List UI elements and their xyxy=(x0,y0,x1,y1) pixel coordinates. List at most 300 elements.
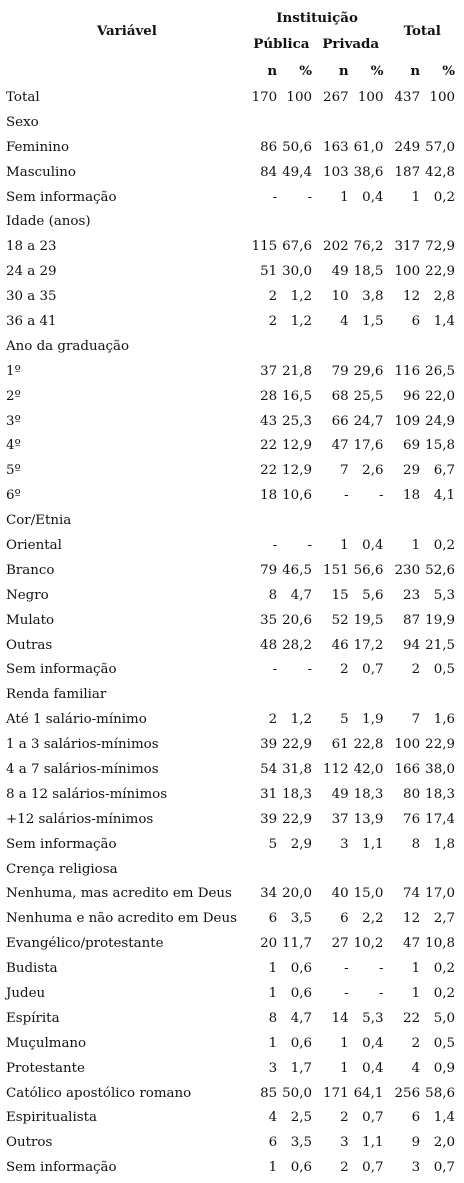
cell-pct-public: 25,3 xyxy=(282,413,312,429)
cell-n-public: 4 xyxy=(268,1110,278,1126)
cell-n-total xyxy=(386,334,420,359)
cell-pct-private: 38,6 xyxy=(353,164,384,180)
cell-pct-private: 1,1 xyxy=(362,836,384,852)
cell-pct-public: 28,2 xyxy=(282,637,312,653)
cell-n-public: - xyxy=(272,189,278,205)
subheader-pct-total: % xyxy=(442,63,455,79)
cell-pct-public xyxy=(277,682,315,707)
cell-pct-total: 10,8 xyxy=(425,936,455,952)
table-row xyxy=(6,359,458,384)
cell-pct-total xyxy=(420,334,458,359)
cell-pct-private: 42,0 xyxy=(353,761,384,777)
cell-pct-public xyxy=(277,334,315,359)
row-label: 5º xyxy=(6,463,21,479)
cell-n-public: 31 xyxy=(260,786,278,802)
cell-n-total: 187 xyxy=(394,164,421,180)
cell-n-private: 40 xyxy=(331,886,349,902)
cell-pct-total: 0,7 xyxy=(433,1160,455,1176)
cell-n-private: 49 xyxy=(331,264,349,280)
cell-pct-private: - xyxy=(378,986,384,1001)
cell-pct-public xyxy=(277,508,315,533)
row-label: Total xyxy=(6,89,40,105)
cell-n-public xyxy=(248,209,277,234)
cell-n-private: 151 xyxy=(323,562,349,578)
row-label: 4 a 7 salários-mínimos xyxy=(6,761,159,777)
cell-n-private: 47 xyxy=(331,438,349,454)
cell-pct-public: 4,7 xyxy=(290,1010,312,1026)
cell-pct-total: 22,9 xyxy=(425,737,455,753)
cell-pct-total: 72,9 xyxy=(425,239,455,255)
cell-pct-public: 1,2 xyxy=(290,712,312,728)
header-public: Pública xyxy=(253,36,310,52)
section-label: Sexo xyxy=(6,114,39,130)
cell-pct-private: 0,4 xyxy=(362,537,384,553)
cell-pct-public: 30,0 xyxy=(282,264,312,280)
cell-n-total: 94 xyxy=(403,637,421,653)
cell-pct-public: 50,0 xyxy=(282,1085,312,1101)
row-label: 8 a 12 salários-mínimos xyxy=(6,786,168,802)
cell-pct-private xyxy=(349,110,387,135)
cell-pct-total xyxy=(420,857,458,882)
cell-pct-total xyxy=(420,209,458,234)
cell-n-private xyxy=(315,857,349,882)
cell-pct-public: 50,6 xyxy=(282,139,312,155)
subheader-pct-private: % xyxy=(370,63,384,79)
cell-n-public: 43 xyxy=(260,413,278,429)
cell-pct-total: 0,2 xyxy=(433,189,455,205)
cell-pct-total: 6,7 xyxy=(433,463,455,479)
cell-pct-public: 49,4 xyxy=(282,164,312,180)
cell-pct-public: 31,8 xyxy=(282,761,312,777)
cell-pct-private: 100 xyxy=(357,89,384,105)
table-row xyxy=(6,85,458,110)
cell-pct-total: 18,3 xyxy=(425,786,455,802)
cell-n-private: 171 xyxy=(323,1085,349,1101)
table-row xyxy=(6,458,458,483)
cell-pct-private: 0,7 xyxy=(362,1160,384,1176)
cell-n-public: 51 xyxy=(260,264,278,280)
cell-pct-private: 5,6 xyxy=(362,587,384,603)
cell-n-total: 230 xyxy=(394,562,421,578)
cell-pct-total: 17,4 xyxy=(425,811,455,827)
cell-n-private: 1 xyxy=(340,189,349,205)
table-row xyxy=(6,409,458,434)
cell-pct-total: 26,5 xyxy=(425,363,455,379)
cell-n-public: 8 xyxy=(268,587,278,603)
header-blank xyxy=(6,57,248,85)
row-label: 3º xyxy=(6,413,21,429)
cell-n-private: 202 xyxy=(323,239,349,255)
table-row xyxy=(6,882,458,907)
cell-n-total: 47 xyxy=(403,936,421,952)
cell-n-public: 2 xyxy=(268,289,278,305)
cell-pct-private xyxy=(349,209,387,234)
header-institution: Instituição xyxy=(276,10,358,26)
row-label: Até 1 salário-mínimo xyxy=(6,712,147,728)
cell-n-total: 100 xyxy=(394,737,421,753)
section-row xyxy=(6,110,458,135)
row-label: Masculino xyxy=(6,164,76,180)
cell-n-public: - xyxy=(272,537,278,553)
section-row xyxy=(6,508,458,533)
cell-n-public: 2 xyxy=(268,313,278,329)
cell-n-total: 22 xyxy=(403,1010,421,1026)
cell-pct-private: 3,8 xyxy=(362,289,384,305)
cell-pct-private xyxy=(349,508,387,533)
row-label: 1 a 3 salários-mínimos xyxy=(6,737,159,753)
table-row xyxy=(6,832,458,857)
cell-n-total: 3 xyxy=(411,1160,421,1176)
cell-n-private: 3 xyxy=(340,836,349,852)
cell-pct-public: 46,5 xyxy=(282,562,312,578)
cell-pct-public: 0,6 xyxy=(290,986,312,1001)
cell-pct-public: 67,6 xyxy=(282,239,312,255)
cell-n-public: - xyxy=(272,662,278,678)
cell-n-public: 6 xyxy=(268,911,278,927)
cell-n-total: 6 xyxy=(411,1110,421,1126)
cell-n-public xyxy=(248,857,277,882)
cell-pct-public: 1,2 xyxy=(290,289,312,305)
section-row xyxy=(6,334,458,359)
cell-pct-private: 18,3 xyxy=(353,786,384,802)
table-row xyxy=(6,633,458,658)
cell-n-public: 48 xyxy=(260,637,278,653)
cell-n-public: 79 xyxy=(260,562,278,578)
cell-pct-total: 1,6 xyxy=(433,712,455,728)
table-row xyxy=(6,807,458,832)
cell-n-public: 20 xyxy=(260,936,278,952)
table-row xyxy=(6,234,458,259)
cell-pct-private xyxy=(349,334,387,359)
subheader-n-public: n xyxy=(267,63,278,79)
table-row xyxy=(6,956,458,981)
cell-n-total: 437 xyxy=(394,89,421,105)
cell-n-private xyxy=(315,508,349,533)
cell-n-public: 1 xyxy=(268,986,278,1001)
cell-pct-private: 25,5 xyxy=(353,388,384,404)
cell-n-total: 1 xyxy=(411,961,421,977)
row-label: Protestante xyxy=(6,1060,85,1076)
cell-n-private: 5 xyxy=(340,712,349,728)
section-label: Crença religiosa xyxy=(6,861,118,877)
cell-pct-public: 3,5 xyxy=(290,1135,312,1151)
cell-n-total: 29 xyxy=(403,463,421,479)
row-label: 2º xyxy=(6,388,21,404)
cell-pct-private: 2,2 xyxy=(362,911,384,927)
cell-pct-public: 3,5 xyxy=(290,911,312,927)
table-row xyxy=(6,1081,458,1106)
subheader-n-total: n xyxy=(410,63,421,79)
cell-n-total: 6 xyxy=(411,313,421,329)
section-label: Idade (anos) xyxy=(6,214,91,230)
cell-pct-public xyxy=(277,110,315,135)
table-row xyxy=(6,1006,458,1031)
cell-n-private: 1 xyxy=(340,1035,349,1051)
header-total: Total xyxy=(403,23,441,39)
cell-n-public: 54 xyxy=(260,761,278,777)
table-row xyxy=(6,1155,458,1180)
cell-n-public: 28 xyxy=(260,388,278,404)
cell-n-total: 12 xyxy=(403,289,421,305)
section-row xyxy=(6,209,458,234)
cell-n-public: 8 xyxy=(268,1010,278,1026)
cell-pct-public: 11,7 xyxy=(282,936,312,952)
cell-n-total xyxy=(386,209,420,234)
table-row xyxy=(6,657,458,682)
cell-n-public xyxy=(248,508,277,533)
cell-pct-total: 24,9 xyxy=(425,413,455,429)
cell-pct-total: 22,0 xyxy=(425,388,455,404)
table-row xyxy=(6,533,458,558)
cell-pct-private: 0,4 xyxy=(362,1060,384,1076)
table-row xyxy=(6,1056,458,1081)
cell-pct-private: 0,4 xyxy=(362,1035,384,1051)
cell-pct-private: 2,6 xyxy=(362,463,384,479)
cell-n-total: 69 xyxy=(403,438,421,454)
cell-n-total: 9 xyxy=(411,1135,421,1151)
cell-pct-total: 2,8 xyxy=(433,289,455,305)
cell-n-total xyxy=(386,508,420,533)
cell-n-private: 14 xyxy=(331,1010,349,1026)
row-label: 18 a 23 xyxy=(6,239,57,255)
table-body xyxy=(6,85,458,1180)
row-label: Espírita xyxy=(6,1010,60,1026)
row-label: Negro xyxy=(6,587,49,603)
cell-n-public: 85 xyxy=(260,1085,278,1101)
cell-pct-total: 1,4 xyxy=(433,1110,455,1126)
cell-pct-private: 56,6 xyxy=(353,562,384,578)
cell-n-private: 66 xyxy=(331,413,349,429)
cell-pct-total xyxy=(420,508,458,533)
cell-n-total: 2 xyxy=(411,1035,421,1051)
cell-pct-private: 18,5 xyxy=(353,264,384,280)
cell-n-total xyxy=(386,110,420,135)
section-label: Cor/Etnia xyxy=(6,513,72,529)
cell-pct-private xyxy=(349,682,387,707)
row-label: Espiritualista xyxy=(6,1110,97,1126)
cell-pct-public: 12,9 xyxy=(282,463,312,479)
cell-pct-public: 20,0 xyxy=(282,886,312,902)
cell-pct-total: 100 xyxy=(429,89,455,105)
cell-pct-public: 4,7 xyxy=(290,587,312,603)
cell-pct-private: 10,2 xyxy=(353,936,384,952)
cell-n-public: 34 xyxy=(260,886,278,902)
cell-pct-total: 0,5 xyxy=(433,1035,455,1051)
cell-n-private: 68 xyxy=(331,388,349,404)
row-label: Judeu xyxy=(6,986,46,1001)
row-label: Nenhuma e não acredito em Deus xyxy=(6,911,237,927)
table-row xyxy=(6,1106,458,1131)
cell-n-private: 2 xyxy=(340,1160,349,1176)
cell-n-private xyxy=(315,110,349,135)
cell-pct-public: 0,6 xyxy=(290,1035,312,1051)
cell-pct-public: 16,5 xyxy=(282,388,312,404)
cell-n-private: 267 xyxy=(323,89,349,105)
cell-pct-public: - xyxy=(307,189,312,205)
cell-n-private xyxy=(315,209,349,234)
section-label: Renda familiar xyxy=(6,687,107,703)
table-row xyxy=(6,135,458,160)
cell-pct-private: 0,4 xyxy=(362,189,384,205)
cell-pct-public: 1,2 xyxy=(290,313,312,329)
cell-pct-public: 0,6 xyxy=(290,1160,312,1176)
table-row xyxy=(6,782,458,807)
cell-n-private: 103 xyxy=(323,164,349,180)
cell-n-total xyxy=(386,857,420,882)
section-label: Ano da graduação xyxy=(6,338,130,354)
row-label: 30 a 35 xyxy=(6,289,57,305)
cell-pct-total: 19,9 xyxy=(425,612,455,628)
table-row xyxy=(6,483,458,508)
cell-n-public: 170 xyxy=(251,89,278,105)
cell-pct-total: 0,2 xyxy=(433,961,455,977)
cell-pct-public: - xyxy=(307,537,312,553)
row-label: 36 a 41 xyxy=(6,313,57,329)
cell-pct-private: - xyxy=(378,488,384,504)
cell-n-private: 7 xyxy=(340,463,349,479)
cell-pct-public: 21,8 xyxy=(282,363,312,379)
cell-pct-public xyxy=(277,209,315,234)
table-row xyxy=(6,931,458,956)
table-row xyxy=(6,433,458,458)
cell-n-total: 8 xyxy=(411,836,421,852)
cell-pct-total: 22,9 xyxy=(425,264,455,280)
cell-n-total: 256 xyxy=(394,1085,421,1101)
cell-pct-total: 58,6 xyxy=(425,1085,455,1101)
table-row xyxy=(6,906,458,931)
table-row xyxy=(6,558,458,583)
cell-pct-public xyxy=(277,857,315,882)
cell-n-total: 23 xyxy=(403,587,421,603)
cell-n-private: 4 xyxy=(340,313,349,329)
cell-pct-private: 0,7 xyxy=(362,662,384,678)
cell-pct-private: 1,1 xyxy=(362,1135,384,1151)
cell-n-private: - xyxy=(344,488,349,504)
cell-n-private: 10 xyxy=(331,289,349,305)
cell-n-private: 49 xyxy=(331,786,349,802)
cell-n-private: 3 xyxy=(340,1135,349,1151)
cell-pct-public: 20,6 xyxy=(282,612,312,628)
cell-n-private: 2 xyxy=(340,662,349,678)
cell-n-private: 163 xyxy=(323,139,349,155)
cell-pct-public: 2,5 xyxy=(290,1110,312,1126)
cell-n-public: 2 xyxy=(268,712,278,728)
cell-pct-public: 0,6 xyxy=(290,961,312,977)
section-row xyxy=(6,682,458,707)
cell-n-total: 1 xyxy=(411,986,421,1001)
row-label: Sem informação xyxy=(6,836,117,852)
cell-pct-total: 0,5 xyxy=(433,662,455,678)
table-row xyxy=(6,583,458,608)
cell-n-total xyxy=(386,682,420,707)
cell-n-public: 1 xyxy=(268,1035,278,1051)
row-label: 24 a 29 xyxy=(6,264,57,280)
cell-n-total: 4 xyxy=(411,1060,421,1076)
cell-pct-private: - xyxy=(378,961,384,977)
cell-pct-private: 29,6 xyxy=(353,363,384,379)
cell-n-public xyxy=(248,334,277,359)
cell-pct-private: 76,2 xyxy=(353,239,384,255)
cell-pct-public: 22,9 xyxy=(282,811,312,827)
row-label: 4º xyxy=(6,438,21,454)
cell-n-private xyxy=(315,682,349,707)
row-label: 6º xyxy=(6,488,21,504)
row-label: Sem informação xyxy=(6,662,117,678)
row-label: Outros xyxy=(6,1135,53,1151)
cell-n-private: 112 xyxy=(323,761,349,777)
cell-n-private xyxy=(315,334,349,359)
cell-pct-public: 18,3 xyxy=(282,786,312,802)
row-label: 1º xyxy=(6,363,21,379)
cell-pct-public: 1,7 xyxy=(290,1060,312,1076)
cell-pct-total: 4,1 xyxy=(433,488,455,504)
cell-n-public: 6 xyxy=(268,1135,278,1151)
cell-n-total: 18 xyxy=(403,488,421,504)
cell-n-total: 80 xyxy=(403,786,421,802)
row-label: Feminino xyxy=(6,139,70,155)
cell-n-private: 1 xyxy=(340,1060,349,1076)
table-row xyxy=(6,309,458,334)
cell-n-total: 87 xyxy=(403,612,421,628)
cell-pct-private: 5,3 xyxy=(362,1010,384,1026)
cell-pct-total: 15,8 xyxy=(425,438,455,454)
table-row xyxy=(6,384,458,409)
cell-n-total: 74 xyxy=(403,886,421,902)
cell-n-public xyxy=(248,682,277,707)
table-row xyxy=(6,707,458,732)
table-row xyxy=(6,1031,458,1056)
cell-n-public: 39 xyxy=(260,811,278,827)
header-variable: Variável xyxy=(96,23,157,39)
cell-pct-private: 17,6 xyxy=(353,438,384,454)
cell-n-total: 166 xyxy=(394,761,421,777)
table-row xyxy=(6,757,458,782)
cell-pct-total: 38,0 xyxy=(425,761,455,777)
cell-pct-private: 64,1 xyxy=(353,1085,384,1101)
cell-pct-private: 24,7 xyxy=(353,413,384,429)
cell-n-total: 12 xyxy=(403,911,421,927)
cell-n-total: 2 xyxy=(411,662,421,678)
row-label: Sem informação xyxy=(6,189,117,205)
table-row xyxy=(6,608,458,633)
cell-n-total: 317 xyxy=(394,239,421,255)
cell-n-private: 2 xyxy=(340,1110,349,1126)
cell-n-private: 1 xyxy=(340,537,349,553)
cell-n-public: 1 xyxy=(268,1160,278,1176)
table-row xyxy=(6,259,458,284)
cell-n-private: - xyxy=(344,961,349,977)
row-label: +12 salários-mínimos xyxy=(6,811,154,827)
cell-pct-total: 2,7 xyxy=(433,911,455,927)
cell-pct-public: 22,9 xyxy=(282,737,312,753)
table-row xyxy=(6,732,458,757)
table-row xyxy=(6,160,458,185)
cell-n-private: 37 xyxy=(331,811,349,827)
cell-pct-private xyxy=(349,857,387,882)
cell-pct-private: 13,9 xyxy=(353,811,384,827)
cell-n-public: 3 xyxy=(268,1060,278,1076)
cell-n-total: 116 xyxy=(394,363,421,379)
row-label: Católico apostólico romano xyxy=(6,1085,192,1101)
cell-n-private: 15 xyxy=(331,587,349,603)
cell-n-private: 79 xyxy=(331,363,349,379)
cell-n-public: 37 xyxy=(260,363,278,379)
row-label: Oriental xyxy=(6,537,62,553)
cell-n-public: 35 xyxy=(260,612,278,628)
cell-n-total: 109 xyxy=(394,413,421,429)
cell-pct-private: 0,7 xyxy=(362,1110,384,1126)
table-header xyxy=(6,5,458,85)
